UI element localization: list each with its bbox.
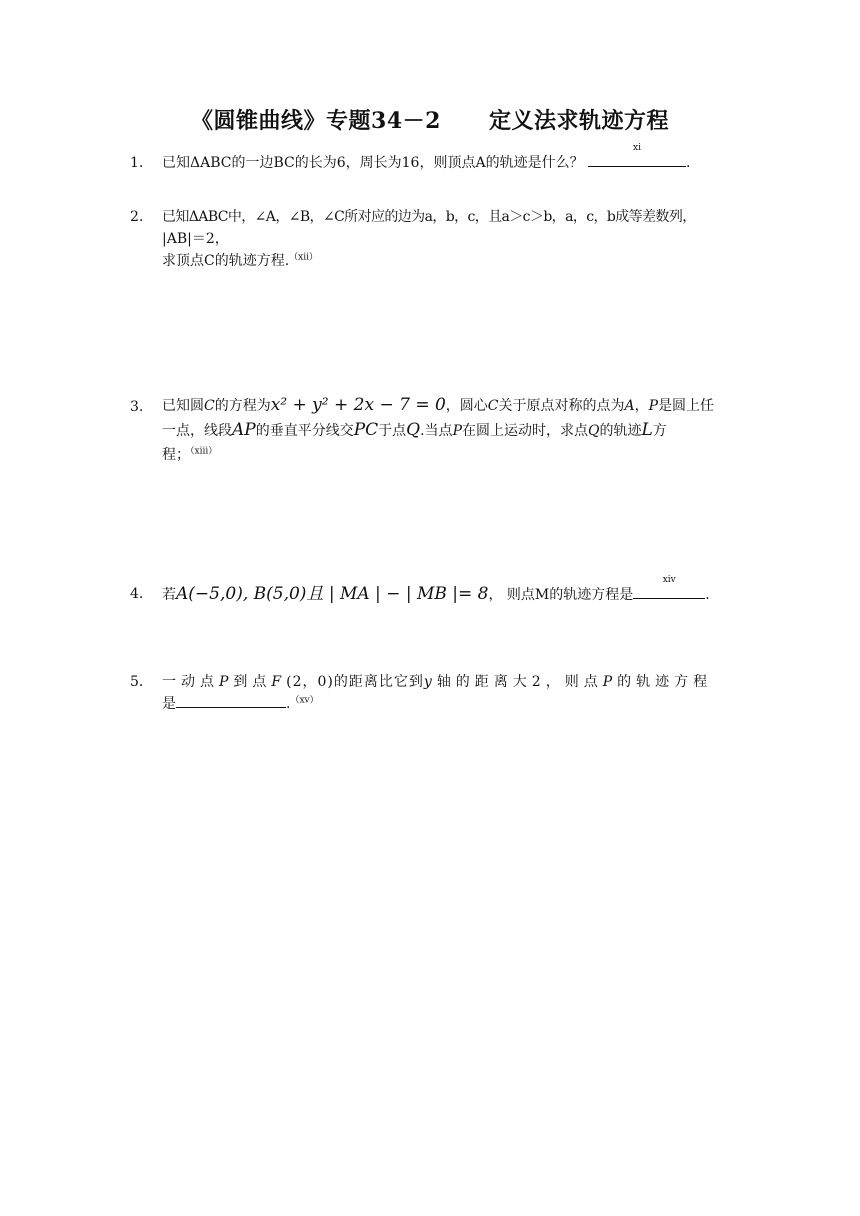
question-body [162, 393, 730, 467]
var-f: F [271, 674, 287, 690]
question-line [162, 250, 730, 272]
question-text: 已知ΔABC的一边BC的长为6，周长为16，则顶点A的轨迹是什么？ [162, 155, 584, 171]
text: 在圆上运动时，求点 [461, 423, 588, 439]
question-line: 已知ΔABC中，∠A，∠B，∠C所对应的边为a，b，c，且a＞c＞b，a，c，b成等差数列， [162, 209, 696, 225]
answer-blank: xiv [633, 584, 705, 599]
text: ，圆心 [445, 398, 488, 414]
title-topic: 《圆锥曲线》专题34－2 [191, 108, 441, 134]
text: 是圆上任 [658, 398, 715, 414]
var-c: C [204, 398, 215, 414]
period: . [705, 587, 710, 603]
footnote-ref: （xiii） [190, 446, 218, 457]
text: (2，0)的距离比它到 [286, 674, 424, 690]
question-1 [130, 143, 730, 174]
text: 于点 [378, 423, 407, 439]
question-line [162, 393, 730, 418]
question-2 [130, 206, 730, 272]
text: ， 则点M的轨迹方程是 [488, 587, 634, 603]
answer-blank [176, 693, 286, 708]
question-3 [130, 393, 730, 467]
text: 程； [162, 447, 190, 463]
var-a: A [624, 398, 635, 414]
text: 已知圆 [162, 398, 204, 414]
condition-equation: A(−5,0), B(5,0)且 | MA | − | MB |= 8 [176, 584, 489, 604]
question-body [162, 206, 730, 272]
question-number: 3. [130, 399, 144, 415]
period: . [286, 696, 291, 712]
footnote-ref: （xv） [290, 695, 319, 706]
text: 一动点 [162, 674, 219, 690]
question-line: |AB|＝2， [162, 231, 229, 247]
question-5 [130, 671, 730, 715]
footnote-ref: （xii） [289, 252, 319, 263]
text: .当点 [420, 423, 453, 439]
text: 一点，线段 [162, 423, 232, 439]
text: 是 [162, 696, 176, 712]
question-4 [130, 575, 730, 606]
text: 轴的距离大2，则点 [436, 674, 603, 690]
var-ap: AP [232, 420, 256, 440]
text: 的方程为 [214, 398, 271, 414]
var-p: P [602, 674, 618, 690]
text: ， [634, 398, 649, 414]
question-number: 2. [130, 209, 144, 225]
text: 到点 [233, 674, 272, 690]
question-text: 求顶点C的轨迹方程. [162, 253, 290, 269]
var-p: P [219, 674, 234, 690]
text: 若 [162, 587, 176, 603]
var-p: P [648, 398, 659, 414]
var-y: y [423, 674, 437, 690]
var-c: C [487, 398, 499, 414]
var-q: Q [406, 420, 421, 440]
text: 的垂直平分线交 [255, 423, 354, 439]
var-pc: PC [353, 420, 379, 440]
question-number: 5. [130, 674, 144, 690]
question-body [162, 575, 730, 606]
question-line [162, 418, 730, 443]
text: 的轨迹 [599, 423, 642, 439]
text: 的轨迹方程 [617, 674, 713, 690]
question-line [162, 693, 730, 715]
question-body [162, 143, 730, 174]
var-q: Q [587, 423, 600, 439]
var-p: P [452, 423, 462, 439]
answer-blank: xi [588, 152, 686, 167]
var-l: L [641, 420, 653, 440]
circle-equation: x² + y² + 2x − 7 = 0 [270, 395, 446, 415]
page-title [0, 104, 860, 135]
title-subject: 定义法求轨迹方程 [488, 108, 669, 134]
text: 方 [652, 423, 667, 439]
period: . [686, 155, 691, 171]
question-line [162, 671, 730, 693]
question-number: 4. [130, 586, 144, 602]
text: 关于原点对称的点为 [498, 398, 625, 414]
question-body [162, 671, 730, 715]
question-number: 1. [130, 155, 144, 171]
question-line [162, 443, 730, 467]
